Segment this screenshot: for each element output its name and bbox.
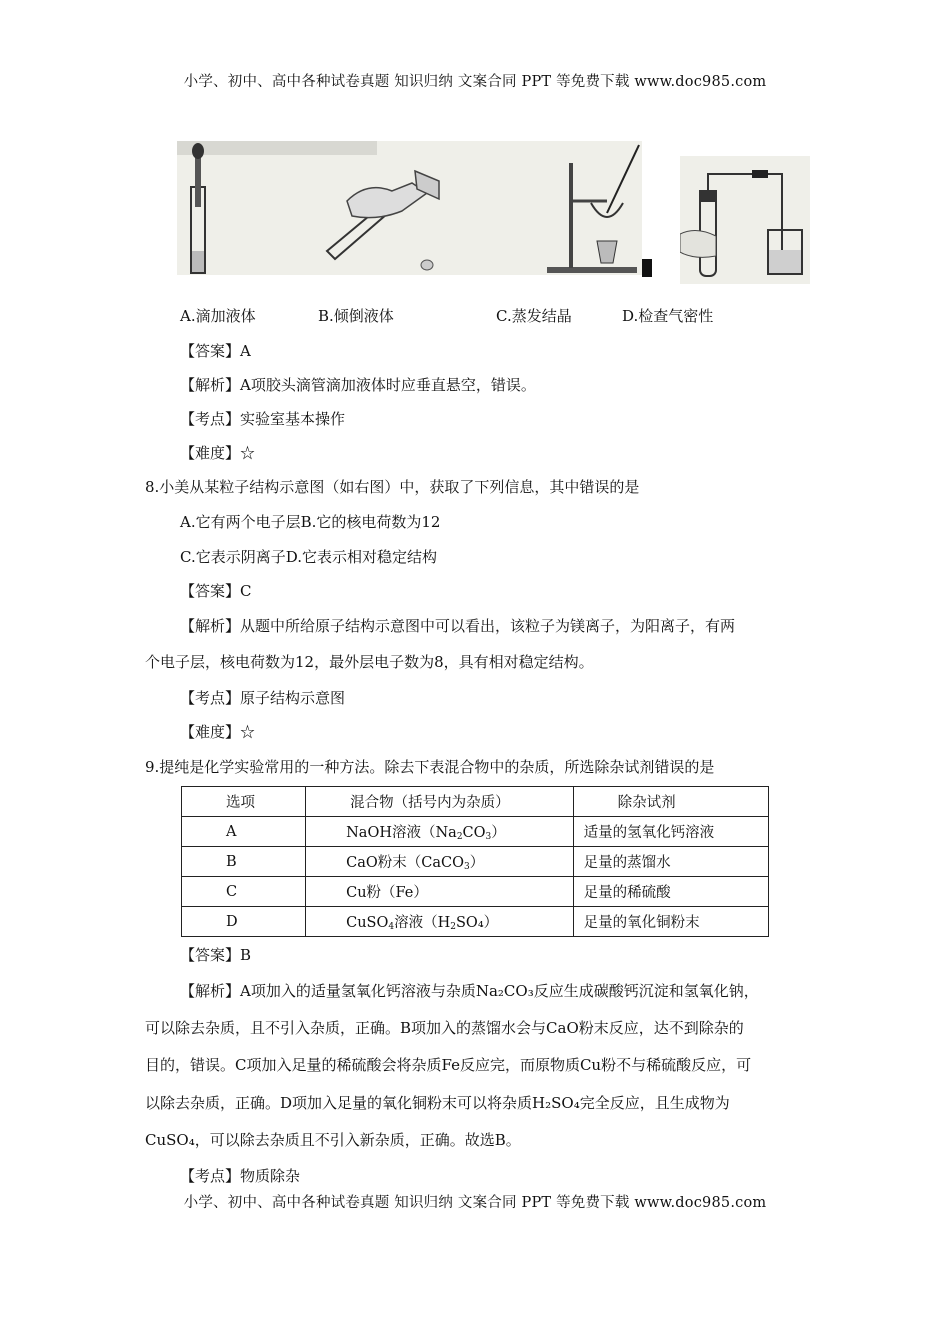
q8-stem: 8.小美从某粒子结构示意图（如右图）中，获取了下列信息，其中错误的是: [145, 478, 640, 496]
row-reagent: 足量的氧化铜粉末: [573, 907, 768, 937]
page-header: 小学、初中、高中各种试卷真题 知识归纳 文案合同 PPT 等免费下载 www.doc985.com: [183, 74, 767, 90]
header-mixture: 混合物（括号内为杂质）: [306, 787, 574, 817]
row-reagent: 足量的稀硫酸: [573, 877, 768, 907]
table-row: [182, 817, 769, 847]
q7-difficulty: 【难度】☆: [180, 444, 256, 462]
row-mixture: CaO粉末（CaCO$_3$）: [306, 847, 574, 877]
row-mixture: Cu粉（Fe）: [306, 877, 574, 907]
table-row: [182, 877, 769, 907]
q8-options-cd: C.它表示阴离子D.它表示相对稳定结构: [180, 548, 437, 566]
row-option: A: [182, 817, 306, 847]
q7-answer: 【答案】A: [180, 342, 251, 360]
q8-difficulty: 【难度】☆: [180, 723, 256, 741]
q9-analysis-line4: 以除去杂质，正确。D项加入足量的氧化铜粉末可以将杂质H₂SO₄完全反应，且生成物为: [145, 1094, 730, 1112]
row-mixture: CuSO$_4$溶液$(H_2SO_4)$: [306, 907, 574, 937]
q7-analysis: 【解析】A项胶头滴管滴加液体时应垂直悬空，错误。: [180, 376, 536, 394]
option-c-label: C.蒸发结晶: [496, 307, 572, 325]
q9-analysis-line5: CuSO₄，可以除去杂质且不引入新杂质，正确。故选B。: [145, 1131, 521, 1149]
row-option: B: [182, 847, 306, 877]
table-row: [182, 907, 769, 937]
q8-analysis-line2: 个电子层，核电荷数为12，最外层电子数为8，具有相对稳定结构。: [145, 653, 594, 671]
row-reagent: 足量的蒸馏水: [573, 847, 768, 877]
row-option: C: [182, 877, 306, 907]
lab-operations-image: [177, 141, 642, 275]
q9-answer: 【答案】B: [180, 946, 252, 964]
header-option: 选项: [182, 787, 306, 817]
q8-point: 【考点】原子结构示意图: [180, 689, 346, 707]
q9-analysis-line3: 目的，错误。C项加入足量的稀硫酸会将杂质Fe反应完，而原物质Cu粉不与稀硫酸反应，可: [145, 1056, 752, 1074]
q9-analysis-line1: 【解析】A项加入的适量氢氧化钙溶液与杂质Na₂CO₃反应生成碳酸钙沉淀和氢氧化钠，: [180, 982, 759, 1000]
airtightness-check-image: [680, 156, 810, 284]
q8-analysis-line1: 【解析】从题中所给原子结构示意图中可以看出，该粒子为镁离子，为阳离子，有两: [180, 617, 736, 635]
option-a-label: A.滴加液体: [180, 307, 256, 325]
q8-options-ab: A.它有两个电子层B.它的核电荷数为12: [180, 513, 441, 531]
black-mark: [642, 259, 652, 277]
table-header-row: [182, 787, 769, 817]
page-footer: 小学、初中、高中各种试卷真题 知识归纳 文案合同 PPT 等免费下载 www.doc985.com: [183, 1195, 767, 1211]
q7-point: 【考点】实验室基本操作: [180, 410, 346, 428]
row-reagent: 适量的氢氧化钙溶液: [573, 817, 768, 847]
table-row: [182, 847, 769, 877]
q9-stem: 9.提纯是化学实验常用的一种方法。除去下表混合物中的杂质，所选除杂试剂错误的是: [145, 758, 715, 776]
option-d-label: D.检查气密性: [622, 307, 714, 325]
row-mixture: NaOH溶液$(Na_2CO_3)$: [306, 817, 574, 847]
q9-analysis-line2: 可以除去杂质，且不引入杂质，正确。B项加入的蒸馏水会与CaO粉末反应，达不到除杂的: [145, 1019, 744, 1037]
row-option: D: [182, 907, 306, 937]
q9-point: 【考点】物质除杂: [180, 1167, 301, 1185]
option-b-label: B.倾倒液体: [318, 307, 394, 325]
q8-answer: 【答案】C: [180, 582, 252, 600]
impurity-table: [181, 786, 769, 937]
header-reagent: 除杂试剂: [573, 787, 768, 817]
